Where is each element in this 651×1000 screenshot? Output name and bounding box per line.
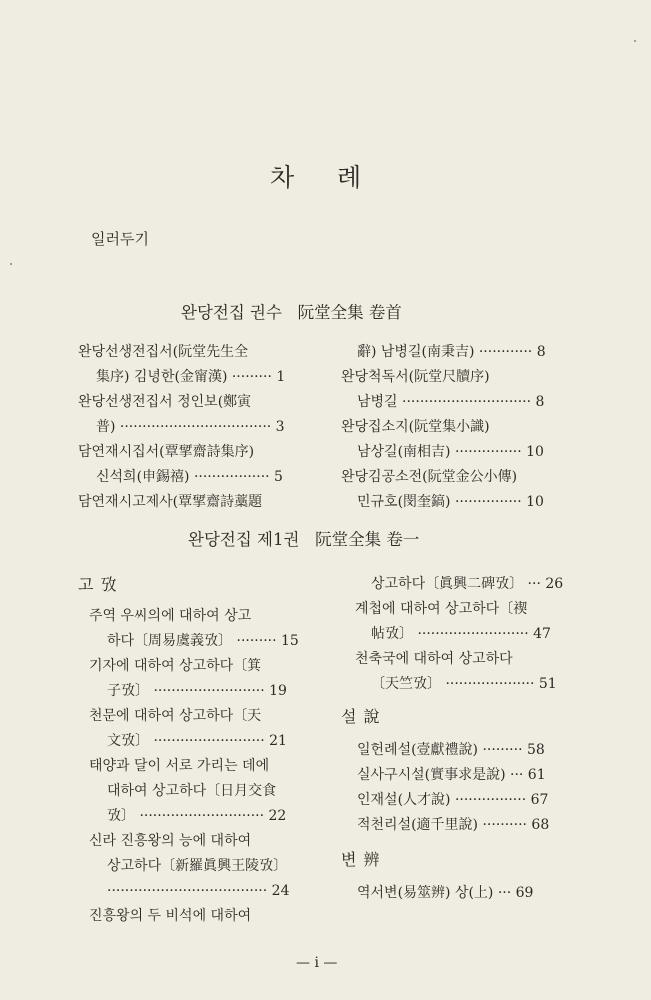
toc-line: 〔天竺攷〕 ···················· 51	[371, 676, 557, 692]
toc-line: 일헌례설(壹獻禮說) ········· 58	[357, 742, 545, 758]
category-label-studies: 고 攷	[78, 575, 118, 594]
toc-line: 완당선생전집서 정인보(鄭寅	[78, 394, 252, 410]
toc-line: 신석희(申錫禧) ················· 5	[96, 469, 283, 485]
toc-line: 인재설(人才說) ················ 67	[357, 792, 549, 808]
toc-line: 주역 우씨의에 대하여 상고	[89, 608, 252, 624]
toc-line: ···································· 24	[107, 883, 290, 899]
toc-line: 남상길(南相吉) ··············· 10	[357, 444, 544, 460]
category-label-essays: 설 說	[341, 707, 381, 726]
toc-line: 완당선생전집서(阮堂先生全	[78, 344, 249, 360]
toc-line: 攷〕 ···························· 22	[107, 808, 287, 824]
toc-line: 普) ·································· 3	[96, 419, 285, 435]
toc-line: 신라 진흥왕의 능에 대하여	[89, 833, 252, 849]
toc-line: 集序) 김녕한(金甯漢) ········· 1	[96, 369, 286, 385]
page-title-char-2: 례	[337, 163, 362, 192]
toc-line: 상고하다〔新羅眞興王陵攷〕	[107, 858, 288, 874]
toc-line: 완당집소지(阮堂集小識)	[341, 419, 490, 435]
toc-line: 적천리설(適千里說) ·········· 68	[357, 817, 550, 833]
toc-line: 子攷〕 ························· 19	[107, 683, 287, 699]
toc-line: 辭) 남병길(南秉吉) ············ 8	[357, 344, 546, 360]
toc-line: 기자에 대하여 상고하다〔箕	[89, 658, 262, 674]
toc-line: 완당김공소전(阮堂金公小傳)	[341, 469, 518, 485]
toc-line: 천축국에 대하여 상고하다	[355, 651, 513, 667]
toc-line: 실사구시설(實事求是說) ··· 61	[357, 767, 546, 783]
toc-line: 남병길 ····························· 8	[357, 394, 545, 410]
toc-line: 상고하다〔眞興二碑攷〕 ··· 26	[371, 576, 564, 592]
page-title-char-1: 차	[270, 163, 295, 192]
explanatory-notes-link: 일러두기	[91, 230, 149, 248]
paper-speck	[10, 263, 12, 265]
category-label-disputations: 변 辨	[341, 850, 381, 869]
paper-speck	[634, 40, 636, 42]
toc-line: 민규호(閔奎鎬) ··············· 10	[357, 494, 544, 510]
toc-line: 태양과 달이 서로 가리는 데에	[89, 758, 270, 774]
toc-line: 담연재시고제사(覃揅齋詩藁題	[78, 494, 263, 510]
section-heading-volume-preface: 완당전집 권수 阮堂全集 卷首	[181, 303, 402, 322]
toc-line: 담연재시집서(覃揅齋詩集序)	[78, 444, 255, 460]
toc-line: 완당척독서(阮堂尺牘序)	[341, 369, 490, 385]
toc-line: 진흥왕의 두 비석에 대하여	[89, 908, 252, 924]
page-number: — i —	[296, 955, 338, 971]
toc-line: 대하여 상고하다〔日月交食	[107, 783, 277, 799]
toc-line: 帖攷〕 ························· 47	[371, 626, 551, 642]
toc-line: 천문에 대하여 상고하다〔天	[89, 708, 262, 724]
toc-line: 文攷〕 ························· 21	[107, 733, 287, 749]
toc-line: 역서변(易筮辨) 상(上) ··· 69	[357, 885, 534, 901]
toc-line: 계첩에 대하여 상고하다〔禊	[355, 601, 528, 617]
section-heading-volume-1: 완당전집 제1권 阮堂全集 卷一	[188, 530, 420, 549]
toc-line: 하다〔周易虞義攷〕 ········· 15	[107, 633, 299, 649]
